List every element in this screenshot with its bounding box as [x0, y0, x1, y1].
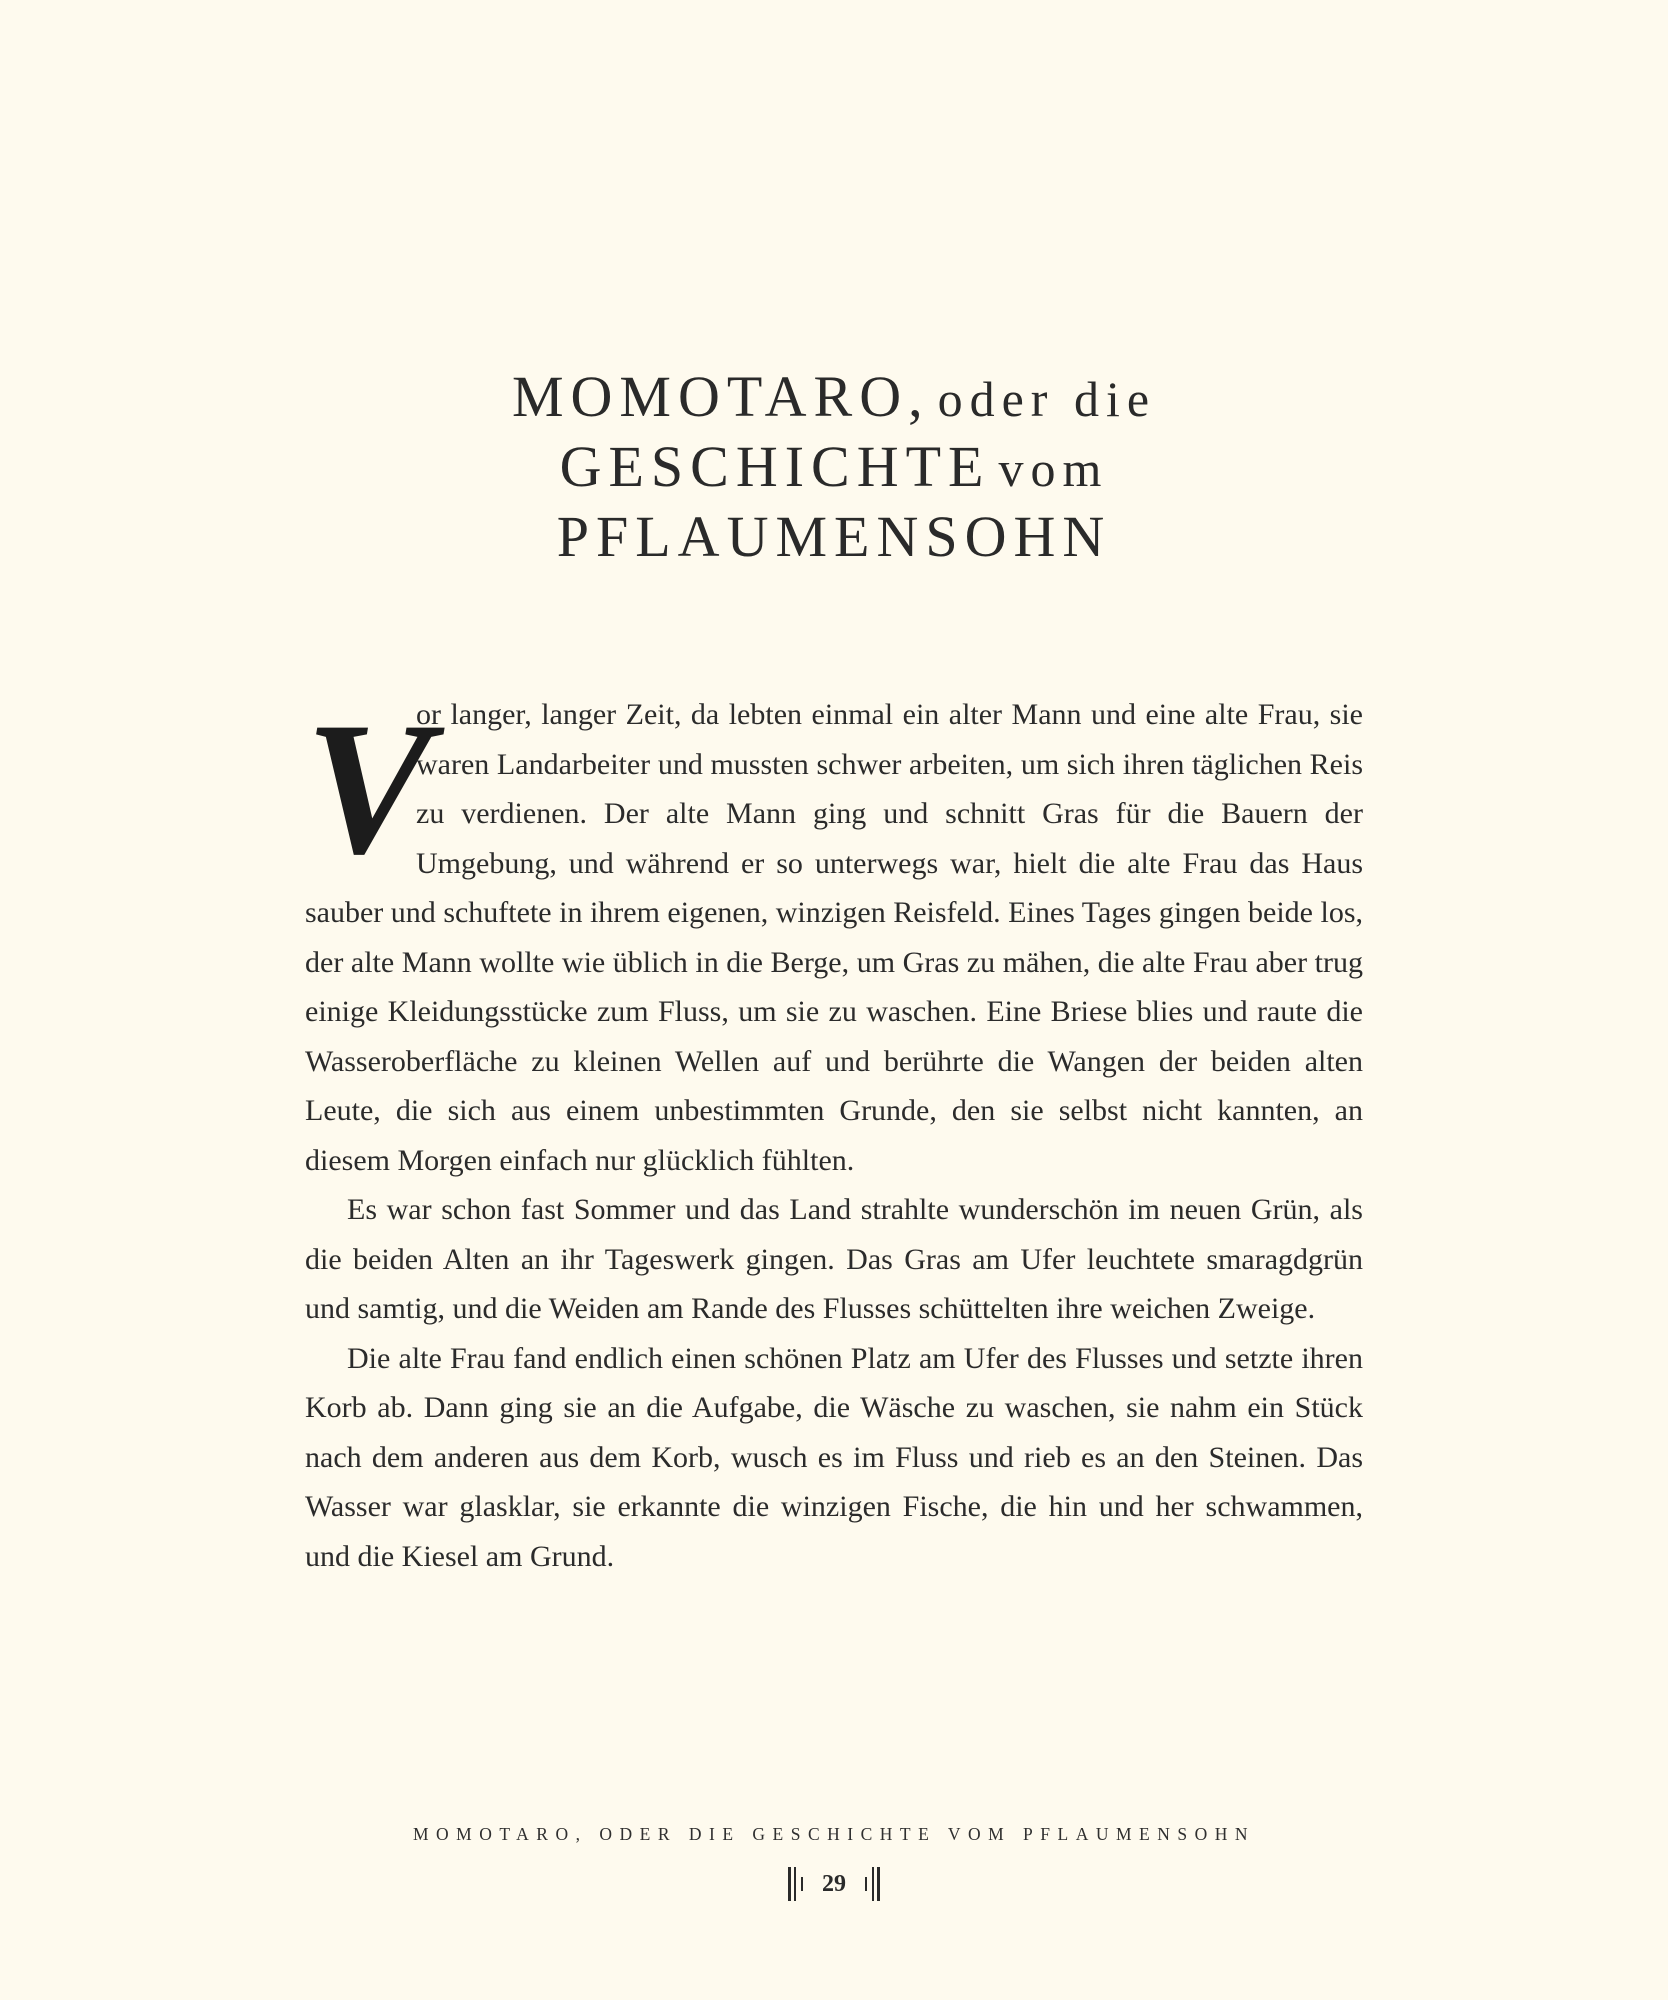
paragraph-1	[305, 684, 1363, 1185]
title-line-1	[0, 362, 1668, 432]
chapter-title	[0, 362, 1668, 572]
paragraph-1-text: or langer, langer Zeit, da lebten einmal ein alter Mann und eine alte Frau, sie waren Landarbeiter und mussten schwer arbeiten, um sich ihren täglichen Reis zu verdienen. Der alte Mann ging und schnitt Gras für die Bauern der Umgebung, und während er so unterwegs war, hielt die alte Frau das Haus sauber und schuftete in ihrem eigenen, winzigen Reisfeld. Eines Tages gingen beide los, der alte Mann wollte wie üblich in die Berge, um Gras zu mähen, die alte Frau aber trug einige Kleidungsstücke zum Fluss, um sie zu waschen. Eine Briese blies und raute die Wasseroberfläche zu kleinen Wellen auf und berührte die Wangen der beiden alten Leute, die sich aus einem unbestimmten Grunde, den sie selbst nicht kannten, an diesem Morgen einfach nur glücklich fühlten.	[305, 698, 1363, 1177]
left-bars-icon	[786, 1865, 808, 1903]
drop-cap: V	[305, 684, 432, 894]
paragraph-3: Die alte Frau fand endlich einen schönen Platz am Ufer des Flusses und setzte ihren Korb ab. Dann ging sie an die Aufgabe, die Wäsche zu waschen, sie nahm ein Stück nach dem anderen aus dem Korb, wusch es im Fluss und rieb es an den Steinen. Das Wasser war glasklar, sie erkannte die winzigen Fische, die hin und her schwammen, und die Kiesel am Grund.	[305, 1341, 1363, 1573]
title-caps: MOMOTARO,	[511, 364, 930, 429]
running-footer: MOMOTARO, ODER DIE GESCHICHTE VOM PFLAUMENSOHN	[412, 1824, 1256, 1844]
paragraph-2: Es war schon fast Sommer und das Land strahlte wunderschön im neuen Grün, als die beiden Alten an ihr Tageswerk gingen. Das Gras am Ufer leuchtete smaragdgrün und samtig, und die Weiden am Rande des Flusses schüttelten ihre weichen Zweige.	[305, 1193, 1363, 1325]
title-small: oder die	[937, 371, 1157, 427]
title-small: vom	[998, 441, 1109, 497]
page-number-block	[0, 1862, 1668, 1906]
title-caps: GESCHICHTE	[559, 434, 991, 499]
page-number: 29	[822, 1871, 846, 1897]
title-caps: PFLAUMENSOHN	[556, 504, 1112, 569]
body-text	[305, 684, 1363, 1581]
title-line-2	[0, 432, 1668, 502]
title-line-3	[0, 502, 1668, 572]
right-bars-icon	[860, 1865, 882, 1903]
